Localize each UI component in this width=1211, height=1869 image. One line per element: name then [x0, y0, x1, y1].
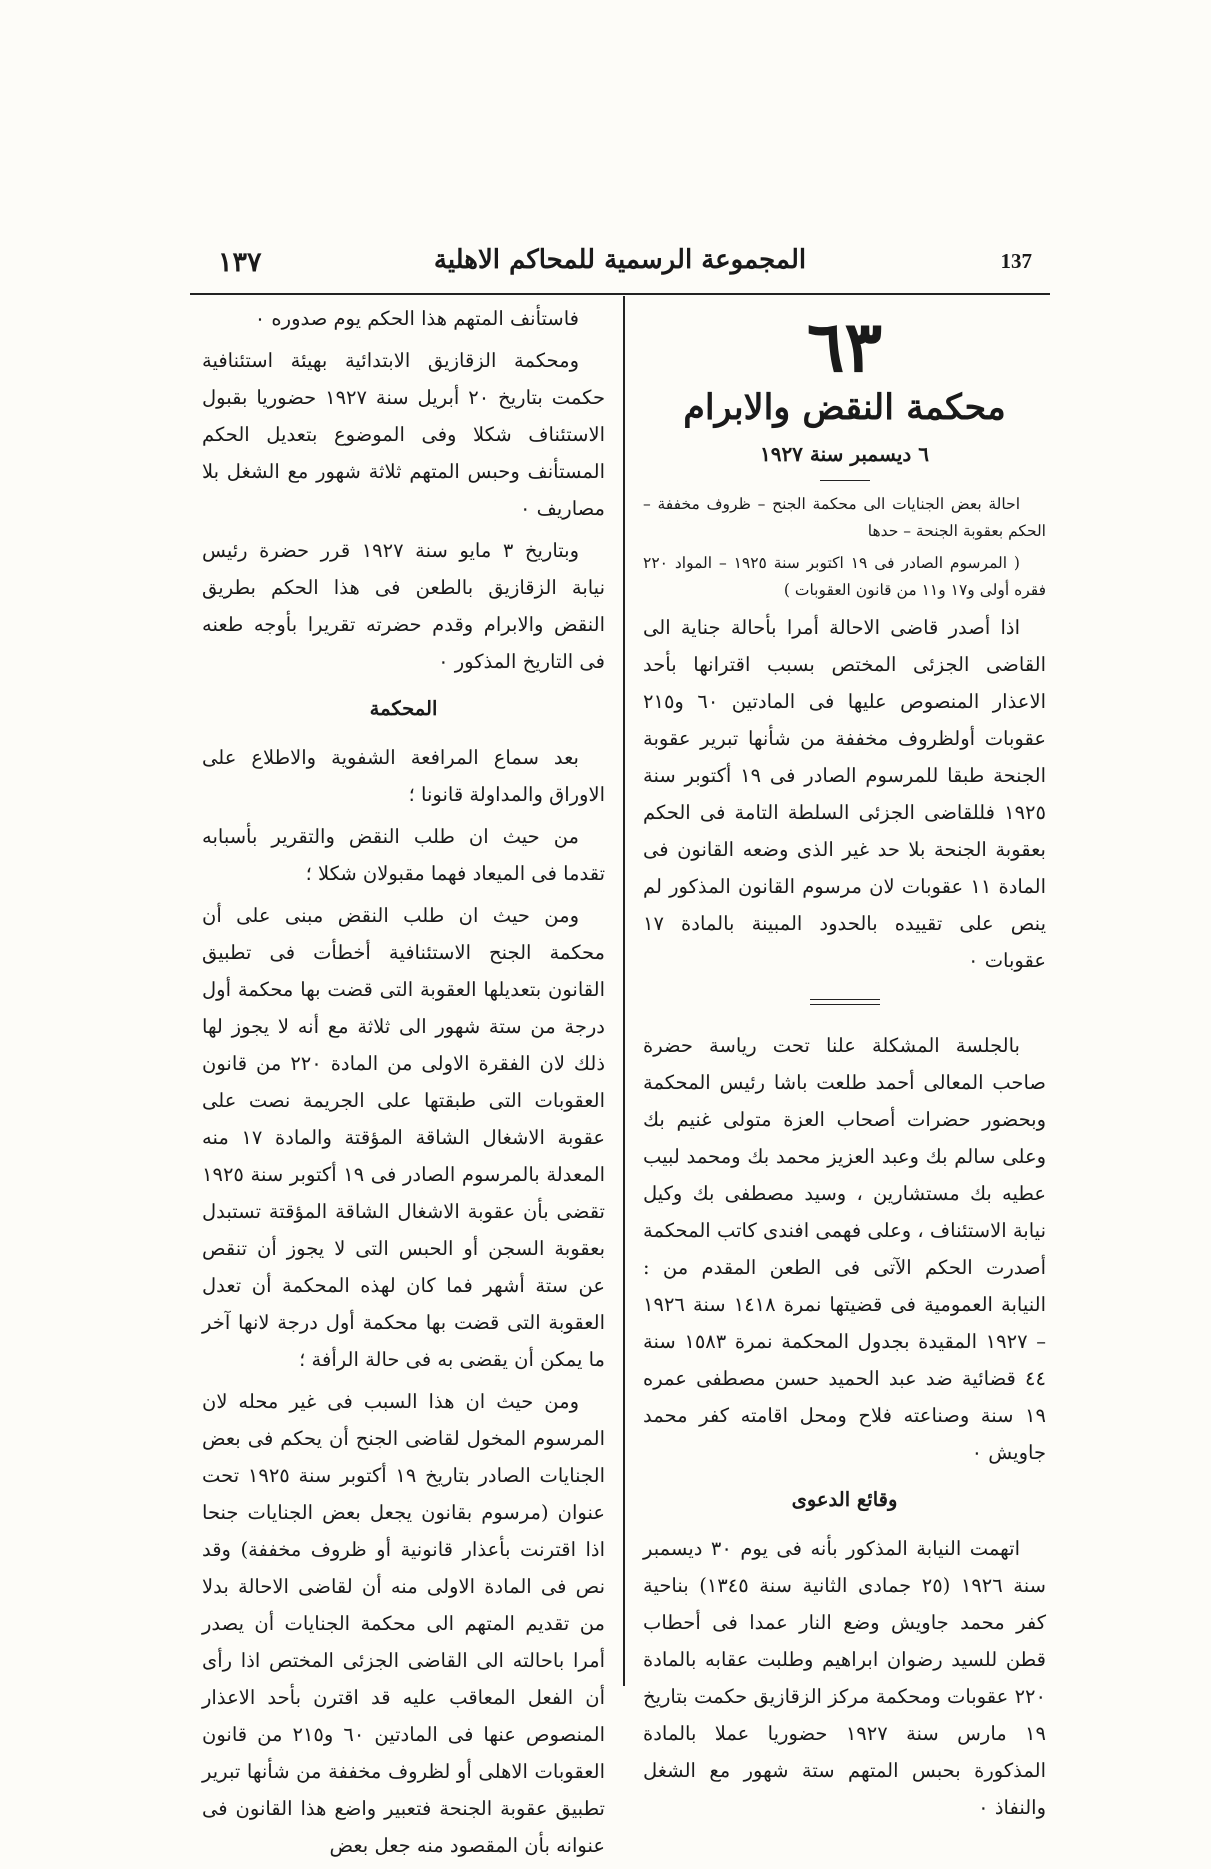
page-number-latin: 137 — [1000, 249, 1032, 273]
case-number: ٦٣ — [806, 305, 883, 388]
court-heading: المحكمة — [369, 697, 438, 720]
column-divider — [623, 296, 625, 1686]
paragraph: فاستأنف المتهم هذا الحكم يوم صدوره ٠ — [254, 307, 579, 330]
paragraph: بعد سماع المرافعة الشفوية والاطلاع على الاوراق والمداولة قانونا ؛ — [202, 746, 605, 806]
paragraph: من حيث ان طلب النقض والتقرير بأسبابه تقدما فى الميعاد فهما مقبولان شكلا ؛ — [202, 825, 605, 885]
left-column — [202, 300, 605, 1869]
short-rule — [820, 480, 870, 481]
legal-citation: ( المرسوم الصادر فى ١٩ اكتوبر سنة ١٩٢٥ – المواد ٢٢٠ فقره أولى و١٧ و١١ من قانون العقوبات ) — [643, 554, 1046, 599]
double-rule — [810, 999, 880, 1005]
paragraph: ومن حيث ان طلب النقض مبنى على أن محكمة الجنح الاستئنافية أخطأت فى تطبيق القانون بتعديلها العقوبة التى قضت بها محكمة أول درجة من ستة شهور الى ثلاثة مع أنه لا يجوز لها ذلك لان الفقرة الاولى من المادة ٢٢٠ من قانون العقوبات التى طبقتها على الجريمة نصت على عقوبة الاشغال الشاقة المؤقتة والمادة ١٧ منه المعدلة بالمرسوم الصادر فى ١٩ أكتوبر سنة ١٩٢٥ تقضى بأن عقوبة الاشغال الشاقة المؤقتة تستبدل بعقوبة السجن أو الحبس التى لا يجوز أن تنقص عن ستة أشهر فما كان لهذه المحكمة أن تعدل العقوبة التى قضت بها محكمة أول درجة لانها آخر ما يمكن أن يقضى به فى حالة الرأفة ؛ — [202, 904, 606, 1371]
judgment-date: ٦ ديسمبر سنة ١٩٢٧ — [759, 442, 930, 466]
header-rule — [190, 293, 1050, 295]
session-paragraph: بالجلسة المشكلة علنا تحت رياسة حضرة صاحب المعالى أحمد طلعت باشا رئيس المحكمة وبحضور حضرات أصحاب العزة متولى غنيم بك وعلى سالم بك وعبد العزيز محمد بك ومحمد لبيب عطيه بك مستشارين ، وسيد مصطفى بك وكيل نيابة الاستئناف ، وعلى فهمى افندى كاتب المحكمة أصدرت الحكم الآتى فى الطعن المقدم من : النيابة العمومية فى قضيتها نمرة ١٤١٨ سنة ١٩٢٦ – ١٩٢٧ المقيدة بجدول المحكمة نمرة ١٥٨٣ سنة ٤٤ قضائية ضد عبد الحميد حسن مصطفى عمره ١٩ سنة وصناعته فلاح ومحل اقامته كفر محمد جاويش ٠ — [643, 1034, 1046, 1464]
right-column — [643, 305, 1046, 1831]
page-header — [190, 245, 1050, 285]
facts-heading: وقائع الدعوى — [791, 1488, 898, 1511]
paragraph: وبتاريخ ٣ مايو سنة ١٩٢٧ قرر حضرة رئيس نيابة الزقازيق بالطعن فى هذا الحكم بطريق النقض والابرام وقدم حضرته تقريرا بأوجه طعنه فى التاريخ المذكور ٠ — [202, 539, 605, 673]
facts-paragraph: اتهمت النيابة المذكور بأنه فى يوم ٣٠ ديسمبر سنة ١٩٢٦ (٢٥ جمادى الثانية سنة ١٣٤٥) بناحية كفر محمد جاويش وضع النار عمدا فى أحطاب قطن للسيد رضوان ابراهيم وطلبت عقابه بالمادة ٢٢٠ عقوبات ومحكمة مركز الزقازيق حكمت بتاريخ ١٩ مارس سنة ١٩٢٧ حضوريا عملا بالمادة المذكورة بحبس المتهم ستة شهور مع الشغل والنفاذ ٠ — [643, 1537, 1046, 1819]
court-name: محكمة النقض والابرام — [683, 387, 1006, 428]
page-number-arabic: ١٣٧ — [218, 247, 262, 278]
case-summary: احالة بعض الجنايات الى محكمة الجنح – ظروف مخففة – الحكم بعقوبة الجنحة – حدها — [643, 495, 1046, 540]
legal-principle: اذا أصدر قاضى الاحالة أمرا بأحالة جناية الى القاضى الجزئى المختص بسبب اقترانها بأحد الاعذار المنصوص عليها فى المادتين ٦٠ و٢١٥ عقوبات أولظروف مخففة من شأنها تبرير عقوبة الجنحة طبقا للمرسوم الصادر فى ١٩ أكتوبر سنة ١٩٢٥ فللقاضى الجزئى السلطة التامة فى الحكم بعقوبة الجنحة بلا حد غير الذى وضعه القانون فى المادة ١١ عقوبات لان مرسوم القانون المذكور لم ينص على تقييده بالحدود المبينة بالمادة ١٧ عقوبات ٠ — [643, 616, 1046, 972]
paragraph: ومحكمة الزقازيق الابتدائية بهيئة استئنافية حكمت بتاريخ ٢٠ أبريل سنة ١٩٢٧ حضوريا بقبول الاستئناف شكلا وفى الموضوع بتعديل الحكم المستأنف وحبس المتهم ثلاثة شهور مع الشغل بلا مصاريف ٠ — [202, 349, 605, 520]
paragraph: ومن حيث ان هذا السبب فى غير محله لان المرسوم المخول لقاضى الجنح أن يحكم فى بعض الجنايات الصادر بتاريخ ١٩ أكتوبر سنة ١٩٢٥ تحت عنوان (مرسوم بقانون يجعل بعض الجنايات جنحا اذا اقترنت بأعذار قانونية أو ظروف مخففة) وقد نص فى المادة الاولى منه أن لقاضى الاحالة بدلا من تقديم المتهم الى محكمة الجنايات أن يصدر أمرا باحالته الى القاضى الجزئى المختص اذا رأى أن الفعل المعاقب عليه قد اقترن بأحد الاعذار المنصوص عنها فى المادتين ٦٠ و٢١٥ من قانون العقوبات الاهلى أو لظروف مخففة من شأنها تبرير تطبيق عقوبة الجنحة فتعبير واضع هذا القانون فى عنوانه بأن المقصود منه جعل بعض — [202, 1390, 605, 1857]
running-title: المجموعة الرسمية للمحاكم الاهلية — [433, 245, 807, 275]
